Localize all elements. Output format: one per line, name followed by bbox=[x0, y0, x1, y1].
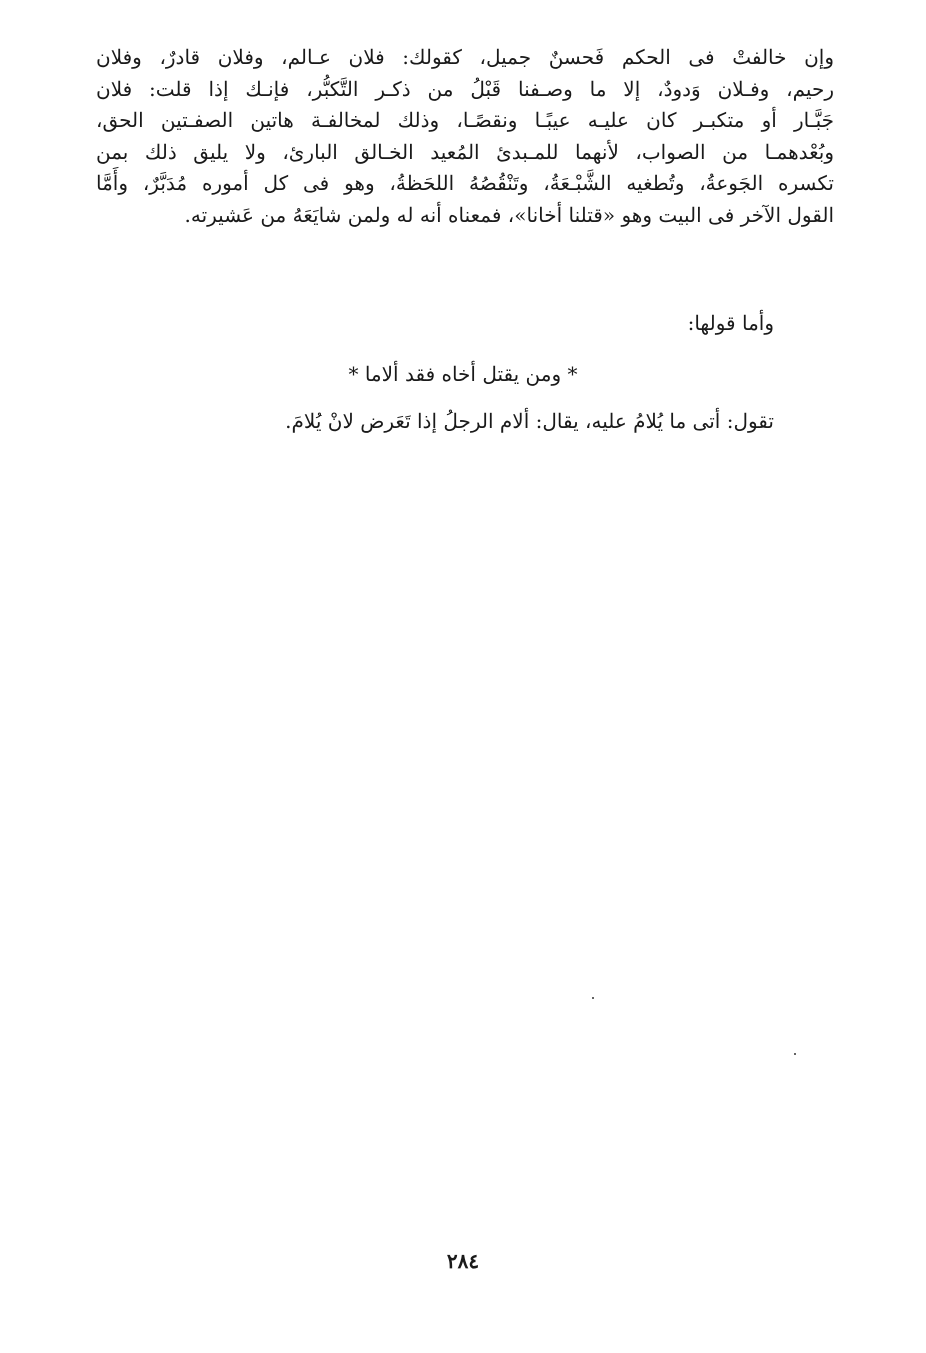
main-paragraph bbox=[96, 42, 834, 231]
paragraph-line: وبُعْدهمـا من الصواب، لأنهما للمـبدئ المُعيد الخـالق البارئ، ولا يليق ذلك بمن bbox=[96, 139, 834, 164]
page-number: ٢٨٤ bbox=[446, 1249, 480, 1273]
paragraph-line: رحيم، وفـلان وَدودٌ، إلا ما وصـفنا قَبْلُ من ذكـر التَّكبُّر، فإنـك إذا قلت: فلان bbox=[96, 76, 834, 101]
scan-speck bbox=[794, 1053, 796, 1055]
explanation-line: تقول: أتى ما يُلامُ عليه، يقال: ألام الرجلُ إذا تَعَرض لانْ يُلامَ. bbox=[285, 409, 774, 433]
scan-speck bbox=[592, 997, 594, 999]
paragraph-line: وإن خالفتْ فى الحكم فَحسنٌ جميل، كقولك: فلان عـالم، وفلان قادرٌ، وفلان bbox=[96, 45, 834, 69]
paragraph-line: جَبَّـار أو متكبـر كان عليـه عيبًـا ونقصًـا، وذلك لمخالفـة هاتين الصفـتين الحق، bbox=[96, 108, 834, 132]
intro-line: وأما قولها: bbox=[687, 311, 774, 335]
paragraph-line: القول الآخر فى البيت وهو «قتلنا أخانا»، فمعناه أنه له ولمن شايَعَهُ من عَشيرته. bbox=[184, 202, 834, 227]
verse-line: * ومن يقتل أخاه فقد ألاما * bbox=[348, 362, 578, 386]
paragraph-line: تكسره الجَوعةُ، وتُطغيه الشَّبْـعَةُ، وتَنْقُصُهُ اللحَظةُ، وهو فى كل أموره مُدَبَّرٌ، وأَمَّا bbox=[96, 171, 834, 195]
